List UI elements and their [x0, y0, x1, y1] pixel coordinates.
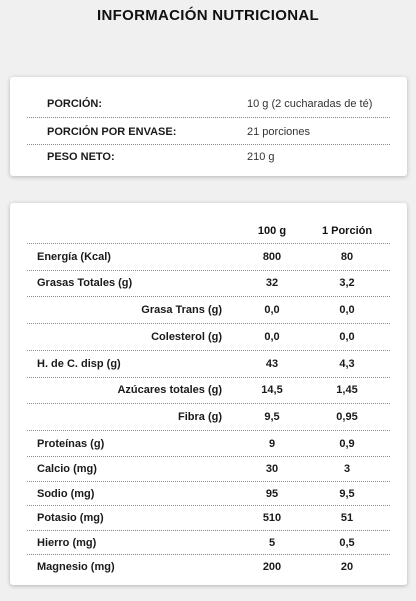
net-weight-value: 210 g: [247, 151, 275, 163]
row-divider: [27, 350, 390, 351]
value-100g: 95: [265, 488, 279, 500]
servings-per-container-label: PORCIÓN POR ENVASE:: [47, 126, 177, 138]
value-portion: 0,9: [339, 438, 355, 450]
value-100g: 0,0: [264, 331, 280, 343]
value-portion: 80: [340, 251, 354, 263]
net-weight-label: PESO NETO:: [47, 151, 115, 163]
row-divider: [27, 323, 390, 324]
value-portion: 51: [340, 512, 354, 524]
row-divider: [27, 403, 390, 404]
table-row: [10, 298, 407, 324]
row-divider: [27, 117, 390, 118]
value-100g: 9,5: [264, 411, 280, 423]
value-100g: 5: [268, 537, 276, 549]
serving-info-card: [10, 77, 407, 176]
table-row: [10, 271, 407, 297]
nutrient-label: Colesterol (g): [151, 331, 222, 343]
nutrient-label: Grasa Trans (g): [141, 304, 222, 316]
nutrient-label: Grasas Totales (g): [37, 277, 133, 289]
nutrient-label: Calcio (mg): [37, 463, 97, 475]
value-100g: 800: [262, 251, 282, 263]
value-portion: 0,95: [336, 411, 358, 423]
value-100g: 0,0: [264, 304, 280, 316]
table-row: [10, 506, 407, 532]
nutrition-table-card: [10, 203, 407, 585]
nutrient-label: Sodio (mg): [37, 488, 95, 500]
value-100g: 9: [268, 438, 276, 450]
column-header-100g: 100 g: [257, 225, 287, 237]
header-divider: [27, 243, 390, 244]
nutrient-label: H. de C. disp (g): [37, 358, 121, 370]
table-row: [10, 405, 407, 431]
table-row: [10, 378, 407, 404]
table-row: [10, 432, 407, 458]
column-header-portion: 1 Porción: [321, 225, 373, 237]
table-row: [10, 457, 407, 483]
page-title: INFORMACIÓN NUTRICIONAL: [97, 7, 319, 24]
value-portion: 0,0: [339, 331, 355, 343]
nutrient-label: Energía (Kcal): [37, 251, 111, 263]
table-row: [10, 325, 407, 351]
value-portion: 20: [340, 561, 354, 573]
value-100g: 30: [265, 463, 279, 475]
value-portion: 9,5: [339, 488, 355, 500]
serving-row: [47, 91, 392, 117]
value-portion: 0,0: [339, 304, 355, 316]
nutrient-label: Fibra (g): [178, 411, 222, 423]
value-portion: 4,3: [339, 358, 355, 370]
value-portion: 1,45: [336, 384, 358, 396]
table-row: [10, 245, 407, 271]
value-100g: 200: [262, 561, 282, 573]
nutrient-label: Azúcares totales (g): [117, 384, 222, 396]
value-100g: 43: [265, 358, 279, 370]
value-portion: 3: [343, 463, 351, 475]
table-row: [10, 352, 407, 378]
row-divider: [27, 430, 390, 431]
value-portion: 3,2: [339, 277, 355, 289]
serving-label: PORCIÓN:: [47, 98, 102, 110]
net-weight-row: [47, 144, 392, 170]
nutrient-label: Proteínas (g): [37, 438, 105, 450]
row-divider: [27, 296, 390, 297]
table-row: [10, 555, 407, 581]
value-portion: 0,5: [339, 537, 355, 549]
value-100g: 14,5: [261, 384, 283, 396]
value-100g: 32: [265, 277, 279, 289]
nutrient-label: Potasio (mg): [37, 512, 104, 524]
value-100g: 510: [262, 512, 282, 524]
nutrient-label: Hierro (mg): [37, 537, 97, 549]
servings-per-container-value: 21 porciones: [247, 126, 310, 138]
servings-per-container-row: [47, 119, 392, 145]
serving-value: 10 g (2 cucharadas de té): [247, 98, 373, 110]
nutrient-label: Magnesio (mg): [37, 561, 115, 573]
